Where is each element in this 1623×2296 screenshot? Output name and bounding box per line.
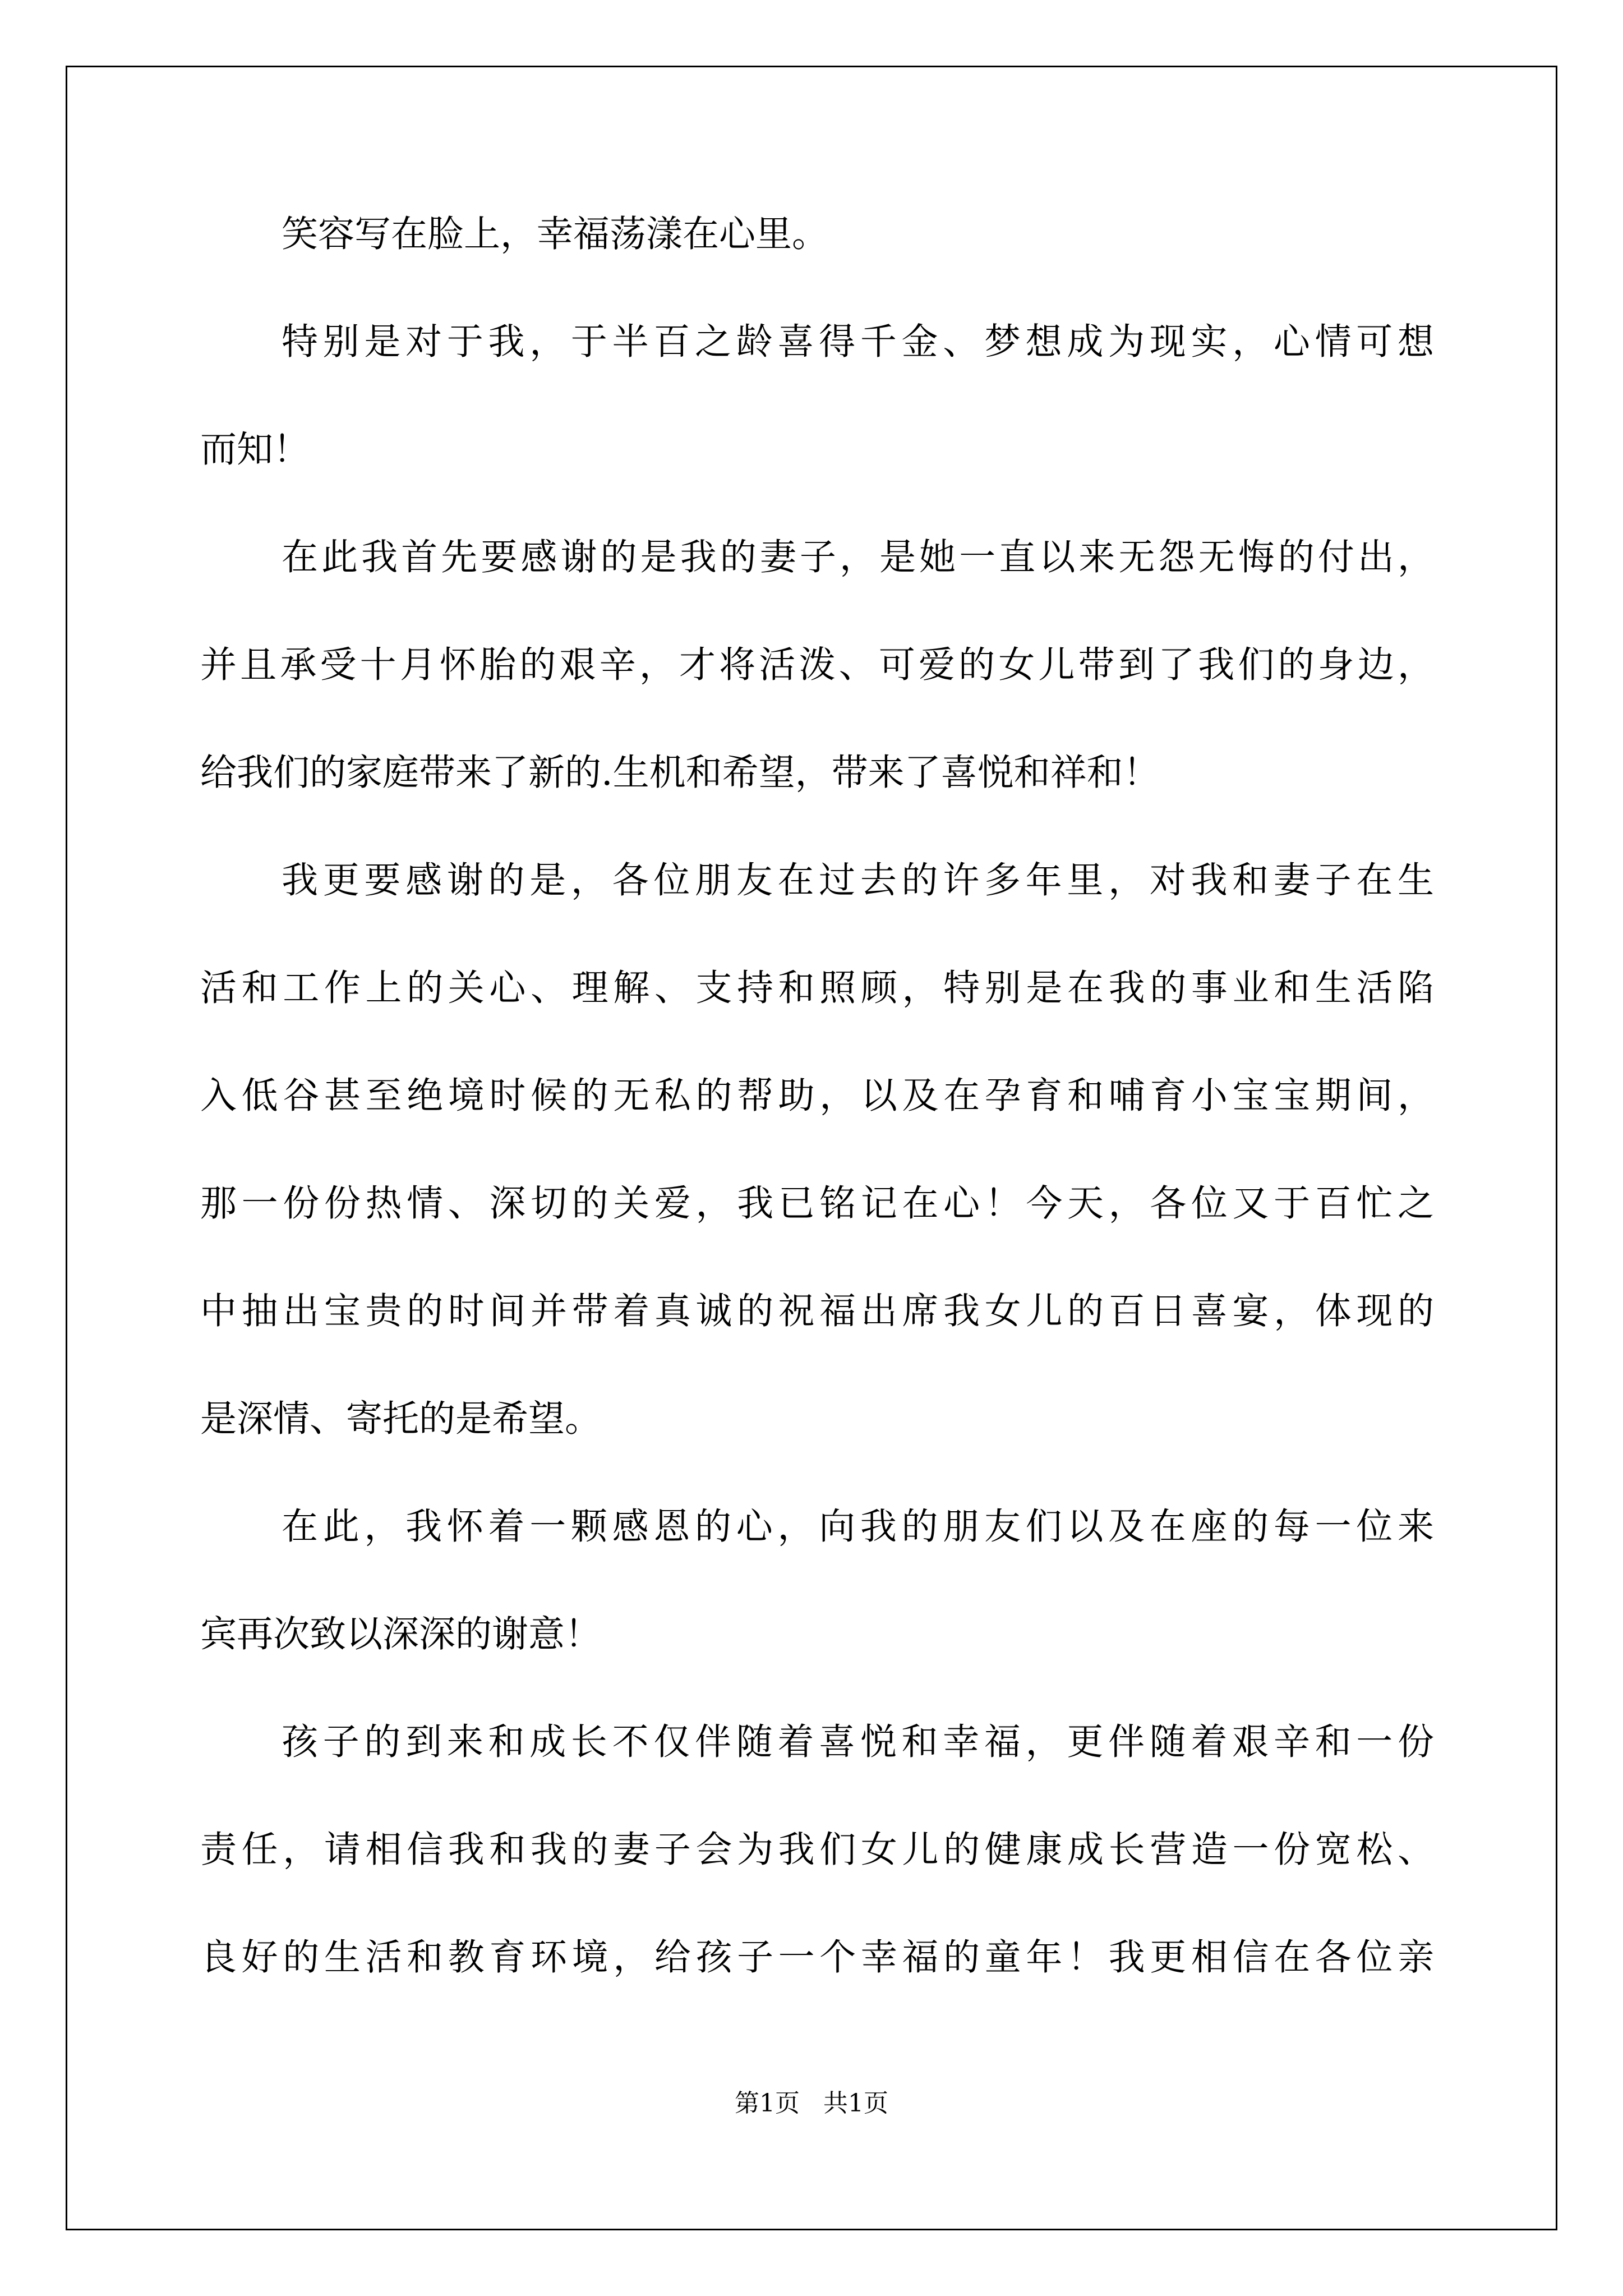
text-line: 宾再次致以深深的谢意！ xyxy=(200,1613,602,1655)
text-line: 给我们的家庭带来了新的.生机和希望，带来了喜悦和祥和！ xyxy=(200,752,1160,794)
text-line: 那一份份热情、深切的关爱，我已铭记在心！今天，各位又于百忙之 xyxy=(200,1182,1434,1225)
page-number-footer: 第1页 共1页 xyxy=(735,2089,888,2118)
text-line: 是深情、寄托的是希望。 xyxy=(200,1398,602,1440)
page-border xyxy=(66,66,1557,2230)
text-line: 良好的生活和教育环境，给孩子一个幸福的童年！我更相信在各位亲 xyxy=(200,1936,1434,1978)
text-line: 特别是对于我，于半百之龄喜得千金、梦想成为现实，心情可想 xyxy=(282,321,1434,363)
text-line: 笑容写在脸上，幸福荡漾在心里。 xyxy=(282,213,829,255)
text-line: 中抽出宝贵的时间并带着真诚的祝福出席我女儿的百日喜宴，体现的 xyxy=(200,1290,1434,1332)
text-line: 我更要感谢的是，各位朋友在过去的许多年里，对我和妻子在生 xyxy=(282,859,1434,901)
text-line: 在此，我怀着一颗感恩的心，向我的朋友们以及在座的每一位来 xyxy=(282,1506,1434,1548)
text-line: 并且承受十月怀胎的艰辛，才将活泼、可爱的女儿带到了我们的身边， xyxy=(200,644,1434,686)
text-line: 在此我首先要感谢的是我的妻子，是她一直以来无怨无悔的付出， xyxy=(282,536,1434,578)
text-line: 孩子的到来和成长不仅伴随着喜悦和幸福，更伴随着艰辛和一份 xyxy=(282,1721,1434,1763)
text-line: 而知！ xyxy=(200,429,310,471)
text-line: 入低谷甚至绝境时候的无私的帮助，以及在孕育和哺育小宝宝期间， xyxy=(200,1075,1434,1117)
text-line: 责任，请相信我和我的妻子会为我们女儿的健康成长营造一份宽松、 xyxy=(200,1829,1434,1871)
text-line: 活和工作上的关心、理解、支持和照顾，特别是在我的事业和生活陷 xyxy=(200,967,1434,1009)
